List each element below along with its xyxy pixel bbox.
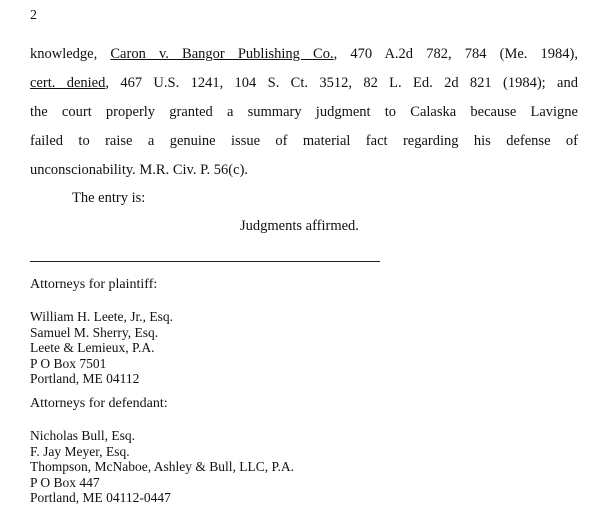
entry-label: The entry is: [72, 190, 146, 206]
paragraph-line-5: unconscionability. M.R. Civ. P. 56(c). [30, 162, 249, 178]
case-citation: Caron v. Bangor Publishing Co. [110, 46, 334, 62]
line1-pre: knowledge, [30, 46, 111, 62]
line1-post: , 470 A.2d 782, 784 (Me. 1984), [333, 46, 578, 62]
paragraph-line-3: the court properly granted a summary judgment to Calaska because Lavigne [30, 104, 578, 120]
plaintiff-attorney-line: P O Box 7501 [30, 355, 107, 371]
page-number: 2 [30, 8, 37, 23]
paragraph-line-1 [30, 40, 578, 69]
defendant-attorney-line: Thompson, McNaboe, Ashley & Bull, LLC, P.A. [30, 459, 294, 474]
defendant-attorney-line: F. Jay Meyer, Esq. [30, 443, 130, 459]
plaintiff-attorney-line: Samuel M. Sherry, Esq. [30, 324, 159, 340]
plaintiff-attorneys-heading: Attorneys for plaintiff: [30, 277, 158, 292]
paragraph-line-2 [30, 69, 578, 98]
section-divider [30, 261, 380, 262]
plaintiff-attorneys-list [30, 309, 173, 387]
line2-post: , 467 U.S. 1241, 104 S. Ct. 3512, 82 L. Ed. 2d 821 (1984); and [105, 75, 578, 91]
opinion-paragraph [30, 40, 578, 185]
defendant-attorneys-heading: Attorneys for defendant: [30, 396, 168, 411]
defendant-attorney-line: Nicholas Bull, Esq. [30, 428, 135, 443]
cert-denied: cert. denied [30, 75, 106, 91]
entry-result: Judgments affirmed. [240, 218, 359, 234]
defendant-attorneys-list [30, 428, 294, 506]
defendant-attorney-line: P O Box 447 [30, 474, 100, 490]
defendant-attorney-line: Portland, ME 04112-0447 [30, 490, 171, 505]
paragraph-line-4: failed to raise a genuine issue of material fact regarding his defense of [30, 133, 578, 149]
plaintiff-attorney-line: Leete & Lemieux, P.A. [30, 340, 155, 355]
plaintiff-attorney-line: William H. Leete, Jr., Esq. [30, 309, 174, 324]
plaintiff-attorney-line: Portland, ME 04112 [30, 371, 140, 386]
